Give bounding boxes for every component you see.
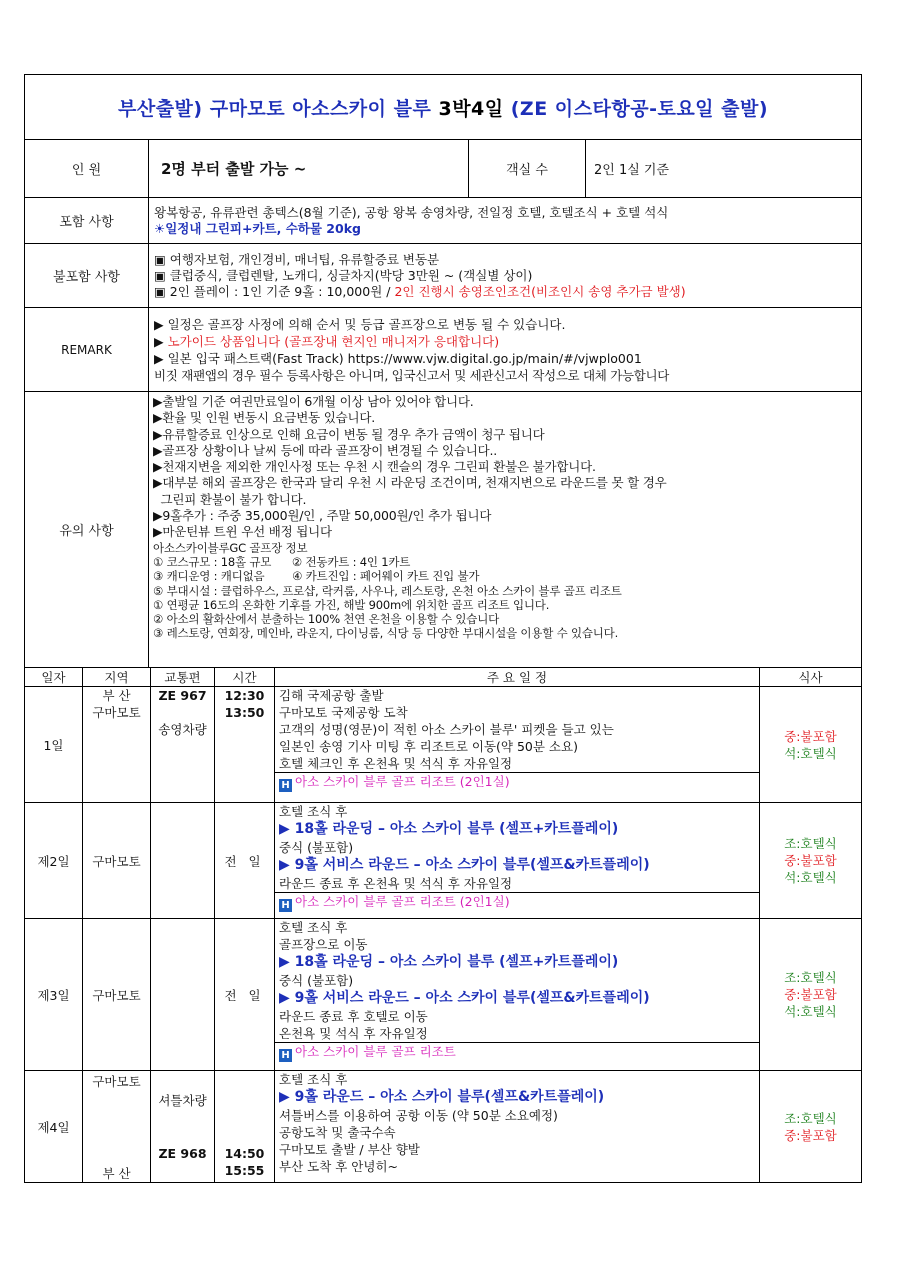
hotel-icon: H [279,899,292,912]
note-item: ▶출발일 기준 여권만료일이 6개월 이상 남아 있어야 합니다. [153,394,474,409]
flight-number: ZE 968 [158,1146,207,1161]
golf-info-item: ① 코스규모 : 18홀 규모 ② 전동카트 : 4인 1카트 [153,554,411,569]
header-transport: 교통편 [151,668,215,687]
schedule-line: 온천욕 및 석식 후 자유일정 [279,1026,428,1041]
schedule-line: 호텔 조식 후 [279,920,348,935]
golf-info-item: ③ 레스토랑, 연회장, 메인바, 라운지, 다이닝룸, 식당 등 다양한 부대시설을 이용할 수 있습니다. [153,626,619,641]
header-time: 시간 [215,668,275,687]
exclude-line-2: ▣ 클럽중식, 클럽렌탈, 노캐디, 싱글차지(박당 3만원 ~ (객실별 상이) [154,267,533,283]
itinerary-header-row [25,668,862,687]
itinerary-sheet [24,74,861,1183]
day-label: 제2일 [25,803,83,919]
remark-bullet: ▶ [154,333,168,349]
schedule-line: 부산 도착 후 안녕히~ [279,1159,398,1174]
schedule-round: ▶ 9홀 라운드 – 아소 스카이 블루(셀프&카트플레이) [279,1089,605,1105]
day-row-2 [25,803,862,919]
hotel-line [275,1042,759,1062]
golf-info-item: ⑤ 부대시설 : 클럽하우스, 프로샵, 락커룸, 사우나, 레스토랑, 온천 아소 스카이 블루 골프 리조트 [153,583,622,598]
itinerary-table [24,667,862,1183]
exclude-label: 불포함 사항 [25,244,149,308]
hotel-name: 아소 스카이 블루 골프 리조트 (2인1실) [295,774,510,789]
schedule-line: 구마모토 국제공항 도착 [279,705,408,720]
remark-line-3: ▶ 일본 입국 패스트랙(Fast Track) https://www.vjw.digital.go.jp/main/#/vjwplo001 [154,350,642,366]
include-content [149,198,862,244]
schedule-line: 호텔 조식 후 [279,1072,348,1087]
exclude-line-1: ▣ 여행자보험, 개인경비, 매너팁, 유류할증료 변동분 [154,251,440,267]
hotel-line [275,892,759,912]
meal-dinner: 석:호텔식 [784,870,837,885]
day-schedule [275,803,760,919]
day-meal [760,803,862,919]
schedule-line: 김해 국제공항 출발 [279,688,384,703]
day-transport [151,803,215,919]
schedule-line: 라운드 종료 후 온천욕 및 석식 후 자유일정 [279,876,513,891]
schedule-line: 공항도착 및 출국수속 [279,1125,396,1140]
flight-number: ZE 967 [158,688,207,703]
day-label: 제3일 [25,919,83,1071]
exclude-line-3-price: ▣ 2인 플레이 : 1인 기준 9홀 : 10,000원 / [154,283,395,299]
day-region: 구마모토 [83,919,151,1071]
day-transport [151,919,215,1071]
day-time: 전 일 [215,803,275,919]
title-airline: (ZE 이스타항공-토요일 출발) [510,97,769,120]
hotel-icon: H [279,1049,292,1062]
title-duration: 3박4일 [438,97,504,120]
day-row-3 [25,919,862,1071]
schedule-line: 호텔 체크인 후 온천욕 및 석식 후 자유일정 [279,756,513,771]
schedule-line: 중식 (불포함) [279,973,354,988]
page-title [25,75,862,140]
day-schedule [275,687,760,803]
schedule-round: ▶ 9홀 서비스 라운드 – 아소 스카이 블루(셀프&카트플레이) [279,990,650,1006]
notes-label: 유의 사항 [25,392,149,668]
meal-lunch: 중:불포함 [784,987,837,1002]
title-route: 부산출발) 구마모토 아소스카이 블루 [118,97,432,120]
room-label: 객실 수 [469,140,586,198]
meal-breakfast: 조:호텔식 [784,970,837,985]
header-meal: 식사 [760,668,862,687]
region-origin: 부 산 [102,688,131,703]
remark-line-2 [154,333,856,350]
remark-line-4: 비짓 재팬앱의 경우 필수 등록사항은 아니며, 입국신고서 및 세관신고서 작성으로 대체 가능합니다 [154,367,670,383]
header-schedule: 주 요 일 정 [275,668,760,687]
include-line-2: ☀일정내 그린피+카트, 수하물 20kg [154,220,361,236]
schedule-round: ▶ 18홀 라운딩 – 아소 스카이 블루 (셀프+카트플레이) [279,954,619,970]
day-region [83,1071,151,1183]
day-meal [760,1071,862,1183]
golf-info-item: ② 아소의 활화산에서 분출하는 100% 천연 온천을 이용할 수 있습니다 [153,612,500,627]
schedule-round: ▶ 18홀 라운딩 – 아소 스카이 블루 (셀프+카트플레이) [279,821,619,837]
header-day: 일자 [25,668,83,687]
people-value: 2명 부터 출발 가능 ~ [149,140,469,198]
meal-dinner: 석:호텔식 [784,745,837,761]
departure-time: 12:30 [224,688,265,703]
exclude-line-3 [154,284,856,300]
day-meal [760,919,862,1071]
hotel-icon: H [279,779,292,792]
room-value: 2인 1실 기준 [586,140,862,198]
meal-dinner: 석:호텔식 [784,1004,837,1019]
note-item: 그린피 환불이 불가 합니다. [153,491,307,507]
exclude-content [149,244,862,308]
meal-breakfast: 조:호텔식 [784,1110,837,1126]
include-line-1: 왕복항공, 유류관련 총텍스(8월 기준), 공항 왕복 송영차량, 전일정 호텔, 호텔조식 + 호텔 석식 [154,204,669,220]
people-label: 인 원 [25,140,149,198]
exclude-line-3-condition: 2인 진행시 송영조인조건(비조인시 송영 추가금 발생) [394,283,686,299]
day-transport [151,1071,215,1183]
day-meal [760,687,862,803]
schedule-line: 셔틀버스를 이용하여 공항 이동 (약 50분 소요예정) [279,1108,558,1123]
info-table [24,74,862,668]
arrival-time: 13:50 [224,705,265,720]
note-item: ▶대부분 해외 골프장은 한국과 달리 우천 시 라운딩 조건이며, 천재지변으로 라운드를 못 할 경우 [153,475,667,491]
day-schedule [275,919,760,1071]
meal-lunch: 중:불포함 [784,1127,837,1143]
meal-lunch: 중:불포함 [784,853,837,868]
day-row-4 [25,1071,862,1183]
note-item: ▶마운틴뷰 트윈 우선 배정 됩니다 [153,524,332,540]
hotel-name: 아소 스카이 블루 골프 리조트 [295,1044,456,1059]
schedule-line: 중식 (불포함) [279,840,354,855]
golf-info-title: 아소스카이블루GC 골프장 정보 [153,540,308,555]
arrival-time: 15:55 [224,1163,265,1178]
schedule-line: 호텔 조식 후 [279,804,348,819]
golf-info-item: ③ 캐디운영 : 캐디없음 ④ 카트진입 : 페어웨이 카트 진입 불가 [153,569,480,584]
golf-info-item: ① 연평균 16도의 온화한 기후를 가진, 해발 900m에 위치한 골프 리조트 입니다. [153,597,550,612]
day-schedule [275,1071,760,1183]
day-time [215,1071,275,1183]
schedule-line: 골프장으로 이동 [279,937,368,952]
shuttle-vehicle: 셔틀차량 [158,1093,207,1108]
include-label: 포함 사항 [25,198,149,244]
hotel-name: 아소 스카이 블루 골프 리조트 (2인1실) [295,894,510,909]
departure-time: 14:50 [224,1146,265,1161]
schedule-round: ▶ 9홀 서비스 라운드 – 아소 스카이 블루(셀프&카트플레이) [279,857,650,873]
note-item: ▶골프장 상황이나 날씨 등에 따라 골프장이 변경될 수 있습니다.. [153,442,498,458]
schedule-line: 구마모토 출발 / 부산 향발 [279,1142,420,1157]
note-item: ▶환율 및 인원 변동시 요금변동 있습니다. [153,410,376,426]
day-row-1 [25,687,862,803]
remark-line-1: ▶ 일정은 골프장 사정에 의해 순서 및 등급 골프장으로 변동 될 수 있습니다. [154,316,566,332]
notes-content [149,392,862,668]
day-region: 구마모토 [83,803,151,919]
hotel-line [275,772,759,792]
meal-breakfast: 조:호텔식 [784,836,837,851]
schedule-line: 고객의 성명(영문)이 적힌 아소 스카이 블루' 피켓을 들고 있는 [279,722,614,737]
schedule-line: 라운드 종료 후 호텔로 이동 [279,1009,428,1024]
transfer-vehicle: 송영차량 [158,722,207,737]
day-transport [151,687,215,803]
day-label: 제4일 [25,1071,83,1183]
note-item: ▶천재지변을 제외한 개인사정 또는 우천 시 캔슬의 경우 그린피 환불은 불가합니다. [153,459,596,475]
note-item: ▶9홀추가 : 주중 35,000원/인 , 주말 50,000원/인 추가 됩니다 [153,508,492,524]
remark-content [149,308,862,392]
header-region: 지역 [83,668,151,687]
region-destination: 구마모토 [92,705,141,720]
region-destination: 부 산 [102,1166,131,1181]
region-origin: 구마모토 [92,1074,141,1089]
day-label: 1일 [25,687,83,803]
day-region [83,687,151,803]
note-item: ▶유류할증료 인상으로 인해 요금이 변동 될 경우 추가 금액이 청구 됩니다 [153,426,545,442]
remark-no-guide: 노가이드 상품입니다 (골프장내 현지인 매니저가 응대합니다) [167,333,500,349]
day-time [215,687,275,803]
day-time: 전 일 [215,919,275,1071]
schedule-line: 일본인 송영 기사 미팅 후 리조트로 이동(약 50분 소요) [279,739,578,754]
meal-lunch: 중:불포함 [784,728,837,744]
remark-label: REMARK [25,308,149,392]
